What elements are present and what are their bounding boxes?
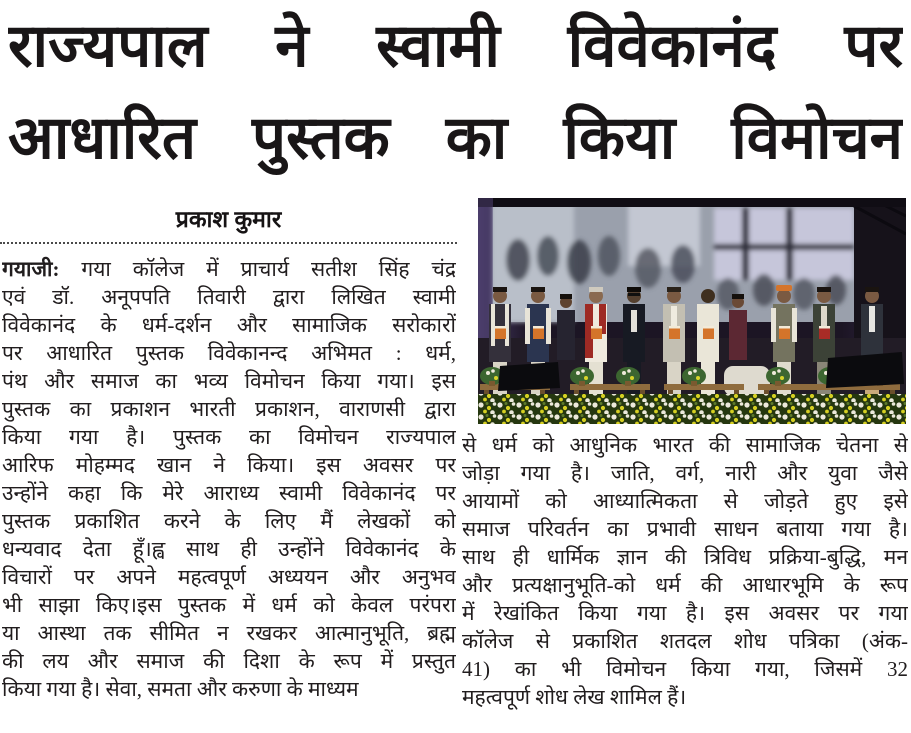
article-line: और प्रत्यक्षानुभूति-को धर्म की आधारभूमि के रूप <box>462 573 908 597</box>
byline-divider <box>0 242 457 244</box>
article-text: गया कॉलेज में प्राचार्य सतीश सिंह चंद्र <box>81 257 456 281</box>
article-line: विचारों पर अपने महत्वपूर्ण अध्ययन और अनुभव <box>2 565 456 589</box>
headline <box>8 0 903 184</box>
article-line: की लय और समाज की दिशा के रूप में प्रस्तुत <box>2 649 456 673</box>
article-line: विवेकानंद के धर्म-दर्शन और सामाजिक सरोकारों <box>2 313 456 337</box>
event-photo <box>478 198 906 424</box>
byline-block <box>0 204 457 244</box>
article-line: धन्यवाद देता हूँ।ह्व साथ ही उन्होंने विवेकानंद के <box>2 537 456 561</box>
article-line: आयामों को आध्यात्मिकता से जोड़ते हुए इसे <box>462 489 908 513</box>
article-line: जोड़ा गया है। जाति, वर्ग, नारी और युवा जैसे <box>462 461 908 485</box>
article-line: साथ ही धार्मिक ज्ञान की त्रिविध प्रक्रिया-बुद्धि, मन <box>462 545 908 569</box>
article-line: से धर्म को आधुनिक भारत की सामाजिक चेतना से <box>462 433 908 457</box>
byline: प्रकाश कुमार <box>175 206 282 232</box>
sofa <box>724 366 770 396</box>
article-line: या आस्था तक सीमित न रखकर आत्मानुभूति, ब्रह्म <box>2 621 456 645</box>
article-line: भी साझा किए।इस पुस्तक में धर्म को केवल परंपरा <box>2 593 456 617</box>
article-line: आरिफ मोहम्मद खान ने किया। इस अवसर पर <box>2 453 456 477</box>
article-line: पुस्तक प्रकाशित करने के लिए मैं लेखकों को <box>2 509 456 533</box>
article-line: किया गया है। पुस्तक का विमोचन राज्यपाल <box>2 425 456 449</box>
stage-photo-illustration <box>478 198 906 424</box>
article-line: समाज परिवर्तन का प्रभावी साधन बताया गया है। <box>462 517 908 541</box>
article-line: पुस्तक का प्रकाशन भारती प्रकाशन, वाराणसी द्वारा <box>2 397 456 421</box>
headline-line-1: राज्यपाल ने स्वामी विवेकानंद पर <box>8 12 903 79</box>
dateline: गयाजी: <box>2 257 60 281</box>
article-line: 41) का भी विमोचन किया गया, जिसमें 32 <box>462 657 908 681</box>
article-line: महत्वपूर्ण शोध लेख शामिल हैं। <box>462 685 687 709</box>
article-line: किया गया है। सेवा, समता और करुणा के माध्यम <box>2 677 359 701</box>
article-line: कॉलेज से प्रकाशित शतदल शोध पत्रिका (अंक- <box>462 629 908 653</box>
flower-bed <box>478 394 906 424</box>
left-column <box>2 255 456 703</box>
headline-line-2: आधारित पुस्तक का किया विमोचन <box>8 104 903 171</box>
article-line: उन्होंने कहा कि मेरे आराध्य स्वामी विवेकानंद पर <box>2 481 456 505</box>
article-line: एवं डॉ. अनूपपति तिवारी द्वारा लिखित स्वामी <box>2 285 456 309</box>
right-column <box>462 431 908 711</box>
article-line: में रेखांकित किया गया है। इस अवसर पर गया <box>462 601 908 625</box>
stage-ceiling <box>478 198 906 207</box>
article-line: पंथ और समाज का भव्य विमोचन किया गया। इस <box>2 369 456 393</box>
article-line <box>2 255 456 283</box>
article-line: पर आधारित पुस्तक विवेकानन्द अभिमत : धर्म, <box>2 341 456 365</box>
